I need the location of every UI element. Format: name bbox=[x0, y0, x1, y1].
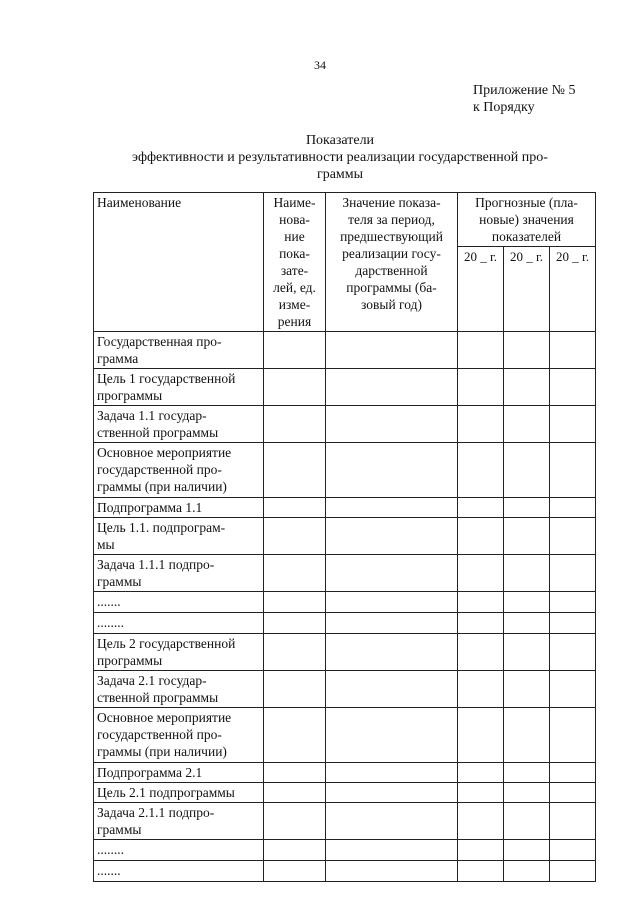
table-row bbox=[94, 443, 596, 498]
empty-cell[interactable] bbox=[504, 708, 550, 763]
row-label: ........ bbox=[94, 613, 264, 634]
empty-cell[interactable] bbox=[504, 803, 550, 840]
row-label: Государственная про- грамма bbox=[94, 332, 264, 369]
header-year-3: 20 _ г. bbox=[550, 247, 596, 332]
empty-cell[interactable] bbox=[504, 840, 550, 861]
row-label: Цель 1.1. подпрограм- мы bbox=[94, 518, 264, 555]
empty-cell[interactable] bbox=[326, 708, 458, 763]
header-row-1 bbox=[94, 193, 596, 247]
empty-cell[interactable] bbox=[264, 332, 326, 369]
empty-cell[interactable] bbox=[326, 406, 458, 443]
empty-cell[interactable] bbox=[458, 671, 504, 708]
empty-cell[interactable] bbox=[504, 498, 550, 518]
table-row bbox=[94, 803, 596, 840]
row-label: Цель 2 государственной программы bbox=[94, 634, 264, 671]
empty-cell[interactable] bbox=[504, 369, 550, 406]
row-label: Цель 1 государственной программы bbox=[94, 369, 264, 406]
header-year-1: 20 _ г. bbox=[458, 247, 504, 332]
row-label: Задача 2.1.1 подпро- граммы bbox=[94, 803, 264, 840]
empty-cell[interactable] bbox=[458, 803, 504, 840]
empty-cell[interactable] bbox=[326, 555, 458, 592]
empty-cell[interactable] bbox=[550, 763, 596, 783]
empty-cell[interactable] bbox=[458, 332, 504, 369]
document-title bbox=[100, 132, 580, 183]
table-row bbox=[94, 555, 596, 592]
table-row bbox=[94, 840, 596, 861]
row-label: ....... bbox=[94, 861, 264, 882]
table-row bbox=[94, 592, 596, 613]
table-row bbox=[94, 708, 596, 763]
empty-cell[interactable] bbox=[550, 803, 596, 840]
empty-cell[interactable] bbox=[264, 783, 326, 803]
empty-cell[interactable] bbox=[550, 332, 596, 369]
empty-cell[interactable] bbox=[264, 518, 326, 555]
empty-cell[interactable] bbox=[326, 443, 458, 498]
title-line-2: эффективности и результативности реализации государственной про- bbox=[132, 150, 548, 165]
empty-cell[interactable] bbox=[264, 840, 326, 861]
header-forecast: Прогнозные (пла- новые) значения показателей bbox=[458, 193, 596, 247]
row-label: Основное мероприятие государственной про- граммы (при наличии) bbox=[94, 443, 264, 498]
row-label: Задача 1.1 государ- ственной программы bbox=[94, 406, 264, 443]
empty-cell[interactable] bbox=[326, 498, 458, 518]
empty-cell[interactable] bbox=[550, 783, 596, 803]
row-label: Цель 2.1 подпрограммы bbox=[94, 783, 264, 803]
empty-cell[interactable] bbox=[458, 861, 504, 882]
empty-cell[interactable] bbox=[504, 406, 550, 443]
appendix-label bbox=[473, 82, 576, 116]
empty-cell[interactable] bbox=[264, 613, 326, 634]
empty-cell[interactable] bbox=[550, 406, 596, 443]
empty-cell[interactable] bbox=[504, 671, 550, 708]
table-row bbox=[94, 861, 596, 882]
empty-cell[interactable] bbox=[504, 592, 550, 613]
table-row bbox=[94, 332, 596, 369]
row-label: Основное мероприятие государственной про- граммы (при наличии) bbox=[94, 708, 264, 763]
empty-cell[interactable] bbox=[264, 592, 326, 613]
row-label: Задача 2.1 государ- ственной программы bbox=[94, 671, 264, 708]
empty-cell[interactable] bbox=[550, 613, 596, 634]
empty-cell[interactable] bbox=[326, 671, 458, 708]
empty-cell[interactable] bbox=[326, 763, 458, 783]
empty-cell[interactable] bbox=[458, 369, 504, 406]
empty-cell[interactable] bbox=[264, 708, 326, 763]
empty-cell[interactable] bbox=[550, 592, 596, 613]
table-row bbox=[94, 518, 596, 555]
empty-cell[interactable] bbox=[550, 518, 596, 555]
empty-cell[interactable] bbox=[550, 498, 596, 518]
table-row bbox=[94, 498, 596, 518]
row-label: Задача 1.1.1 подпро- граммы bbox=[94, 555, 264, 592]
empty-cell[interactable] bbox=[326, 840, 458, 861]
empty-cell[interactable] bbox=[264, 803, 326, 840]
empty-cell[interactable] bbox=[264, 634, 326, 671]
empty-cell[interactable] bbox=[264, 763, 326, 783]
empty-cell[interactable] bbox=[264, 498, 326, 518]
row-label: Подпрограмма 1.1 bbox=[94, 498, 264, 518]
header-name: Наименование bbox=[94, 193, 264, 332]
row-label: Подпрограмма 2.1 bbox=[94, 763, 264, 783]
empty-cell[interactable] bbox=[504, 443, 550, 498]
empty-cell[interactable] bbox=[458, 708, 504, 763]
empty-cell[interactable] bbox=[458, 592, 504, 613]
empty-cell[interactable] bbox=[264, 406, 326, 443]
empty-cell[interactable] bbox=[326, 332, 458, 369]
empty-cell[interactable] bbox=[458, 443, 504, 498]
empty-cell[interactable] bbox=[326, 803, 458, 840]
title-line-1: Показатели bbox=[305, 133, 375, 148]
header-year-2: 20 _ г. bbox=[504, 247, 550, 332]
empty-cell[interactable] bbox=[504, 332, 550, 369]
table-row bbox=[94, 634, 596, 671]
empty-cell[interactable] bbox=[458, 783, 504, 803]
title-line-3: граммы bbox=[316, 167, 364, 182]
row-label: ........ bbox=[94, 840, 264, 861]
page-number: 34 bbox=[314, 58, 326, 72]
empty-cell[interactable] bbox=[326, 861, 458, 882]
header-base-value: Значение показа- теля за период, предшествующий реализации госу- дарственной программы (ба- зовый год) bbox=[326, 193, 458, 332]
empty-cell[interactable] bbox=[264, 369, 326, 406]
empty-cell[interactable] bbox=[504, 613, 550, 634]
empty-cell[interactable] bbox=[550, 369, 596, 406]
empty-cell[interactable] bbox=[550, 443, 596, 498]
empty-cell[interactable] bbox=[458, 840, 504, 861]
empty-cell[interactable] bbox=[550, 840, 596, 861]
row-label: ....... bbox=[94, 592, 264, 613]
empty-cell[interactable] bbox=[458, 763, 504, 783]
table-row bbox=[94, 783, 596, 803]
empty-cell[interactable] bbox=[504, 783, 550, 803]
empty-cell[interactable] bbox=[550, 634, 596, 671]
table-row bbox=[94, 763, 596, 783]
empty-cell[interactable] bbox=[264, 671, 326, 708]
table-row bbox=[94, 613, 596, 634]
empty-cell[interactable] bbox=[550, 708, 596, 763]
appendix-line-1: Приложение № 5 bbox=[473, 83, 576, 98]
empty-cell[interactable] bbox=[504, 763, 550, 783]
empty-cell[interactable] bbox=[458, 518, 504, 555]
table-row bbox=[94, 406, 596, 443]
table-row bbox=[94, 369, 596, 406]
empty-cell[interactable] bbox=[458, 498, 504, 518]
indicators-table bbox=[93, 192, 596, 882]
empty-cell[interactable] bbox=[326, 369, 458, 406]
empty-cell[interactable] bbox=[550, 671, 596, 708]
empty-cell[interactable] bbox=[264, 443, 326, 498]
empty-cell[interactable] bbox=[550, 555, 596, 592]
empty-cell[interactable] bbox=[458, 634, 504, 671]
empty-cell[interactable] bbox=[504, 861, 550, 882]
empty-cell[interactable] bbox=[326, 592, 458, 613]
empty-cell[interactable] bbox=[326, 783, 458, 803]
empty-cell[interactable] bbox=[458, 613, 504, 634]
empty-cell[interactable] bbox=[326, 518, 458, 555]
table-row bbox=[94, 671, 596, 708]
empty-cell[interactable] bbox=[504, 634, 550, 671]
empty-cell[interactable] bbox=[264, 861, 326, 882]
empty-cell[interactable] bbox=[458, 555, 504, 592]
empty-cell[interactable] bbox=[504, 555, 550, 592]
empty-cell[interactable] bbox=[326, 634, 458, 671]
header-indicator: Наиме- нова- ние пока- зате- лей, ед. изме- рения bbox=[264, 193, 326, 332]
empty-cell[interactable] bbox=[458, 406, 504, 443]
appendix-line-2: к Порядку bbox=[473, 100, 535, 115]
empty-cell[interactable] bbox=[550, 861, 596, 882]
empty-cell[interactable] bbox=[504, 518, 550, 555]
empty-cell[interactable] bbox=[264, 555, 326, 592]
empty-cell[interactable] bbox=[326, 613, 458, 634]
